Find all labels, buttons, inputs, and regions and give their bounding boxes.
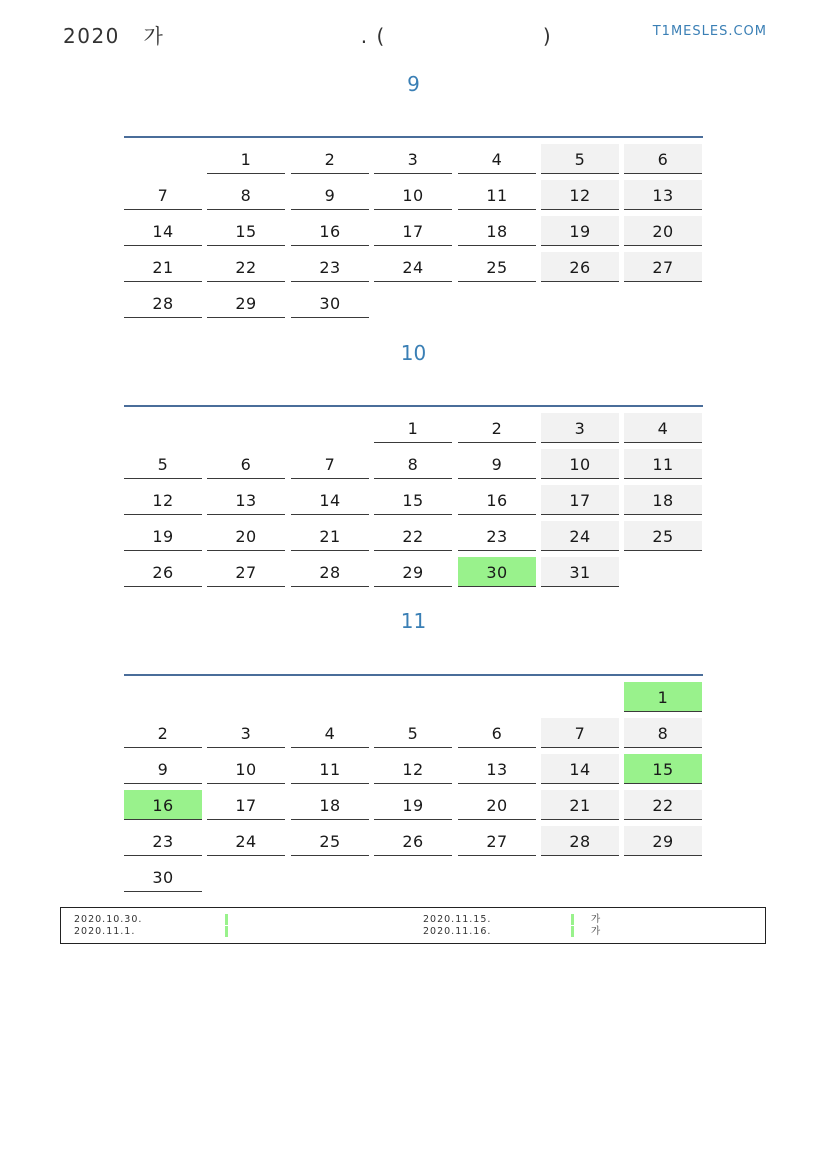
day-cell: 20 [458, 790, 536, 820]
day-cell: 9 [458, 449, 536, 479]
month-title-november: 11 [400, 609, 427, 633]
legend-date: 2020.11.16. [423, 926, 492, 937]
day-cell: 16 [458, 485, 536, 515]
day-cell: 27 [458, 826, 536, 856]
day-cell: 19 [124, 521, 202, 551]
day-cell: 2 [458, 413, 536, 443]
day-cell: 28 [291, 557, 369, 587]
day-cell: 30 [458, 557, 536, 587]
day-cell: 9 [124, 754, 202, 784]
day-cell: 14 [291, 485, 369, 515]
day-cell: 16 [124, 790, 202, 820]
day-cell: 27 [207, 557, 285, 587]
day-cell: 27 [624, 252, 702, 282]
holiday-color-swatch [225, 914, 228, 925]
day-cell: 24 [374, 252, 452, 282]
day-cell: 12 [541, 180, 619, 210]
day-cell: 29 [374, 557, 452, 587]
day-cell: 10 [207, 754, 285, 784]
day-cell: 19 [541, 216, 619, 246]
day-cell: 1 [207, 144, 285, 174]
day-cell: 8 [207, 180, 285, 210]
legend-name: 가 [591, 914, 602, 925]
day-cell: 23 [458, 521, 536, 551]
day-cell: 15 [374, 485, 452, 515]
day-cell: 1 [624, 682, 702, 712]
page-title: 2020 가 . ( ) [63, 24, 553, 48]
day-cell: 7 [541, 718, 619, 748]
day-cell: 2 [124, 718, 202, 748]
legend-date: 2020.10.30. [74, 914, 143, 925]
day-cell: 23 [291, 252, 369, 282]
holiday-legend [60, 907, 766, 944]
day-cell: 24 [207, 826, 285, 856]
day-cell: 12 [124, 485, 202, 515]
legend-date: 2020.11.1. [74, 926, 136, 937]
day-cell: 7 [291, 449, 369, 479]
day-cell: 13 [624, 180, 702, 210]
calendar-september [124, 136, 703, 326]
day-cell: 19 [374, 790, 452, 820]
day-cell: 26 [374, 826, 452, 856]
day-cell: 1 [374, 413, 452, 443]
day-cell: 5 [541, 144, 619, 174]
day-cell: 15 [207, 216, 285, 246]
day-cell: 17 [374, 216, 452, 246]
holiday-color-swatch [225, 926, 228, 937]
day-cell: 18 [291, 790, 369, 820]
day-cell: 25 [624, 521, 702, 551]
day-cell: 5 [124, 449, 202, 479]
holiday-color-swatch [571, 914, 574, 925]
day-cell: 30 [291, 288, 369, 318]
day-cell: 12 [374, 754, 452, 784]
calendar-november [124, 674, 703, 900]
day-cell: 25 [458, 252, 536, 282]
day-cell: 8 [624, 718, 702, 748]
day-cell: 4 [291, 718, 369, 748]
day-cell: 11 [458, 180, 536, 210]
day-cell: 5 [374, 718, 452, 748]
day-cell: 21 [124, 252, 202, 282]
legend-name: 가 [591, 926, 602, 937]
day-cell: 28 [124, 288, 202, 318]
day-cell: 7 [124, 180, 202, 210]
day-cell: 23 [124, 826, 202, 856]
month-title-september: 9 [407, 72, 420, 96]
day-cell: 29 [207, 288, 285, 318]
day-cell: 6 [624, 144, 702, 174]
day-cell: 24 [541, 521, 619, 551]
day-cell: 3 [207, 718, 285, 748]
day-cell: 3 [541, 413, 619, 443]
day-cell: 21 [541, 790, 619, 820]
calendar-october [124, 405, 703, 595]
day-cell: 15 [624, 754, 702, 784]
day-cell: 21 [291, 521, 369, 551]
day-cell: 22 [624, 790, 702, 820]
day-cell: 4 [624, 413, 702, 443]
day-cell: 13 [207, 485, 285, 515]
site-link[interactable]: T1MESLES.COM [652, 24, 767, 39]
day-cell: 20 [624, 216, 702, 246]
day-cell: 2 [291, 144, 369, 174]
day-cell: 16 [291, 216, 369, 246]
day-cell: 10 [541, 449, 619, 479]
day-cell: 6 [207, 449, 285, 479]
day-cell: 11 [624, 449, 702, 479]
day-cell: 3 [374, 144, 452, 174]
day-cell: 9 [291, 180, 369, 210]
day-cell: 6 [458, 718, 536, 748]
day-cell: 28 [541, 826, 619, 856]
day-cell: 20 [207, 521, 285, 551]
day-cell: 26 [124, 557, 202, 587]
day-cell: 18 [624, 485, 702, 515]
month-title-october: 10 [400, 341, 427, 365]
day-cell: 11 [291, 754, 369, 784]
day-cell: 26 [541, 252, 619, 282]
day-cell: 14 [541, 754, 619, 784]
day-cell: 17 [541, 485, 619, 515]
day-cell: 31 [541, 557, 619, 587]
legend-date: 2020.11.15. [423, 914, 492, 925]
day-cell: 29 [624, 826, 702, 856]
day-cell: 10 [374, 180, 452, 210]
day-cell: 30 [124, 862, 202, 892]
day-cell: 22 [374, 521, 452, 551]
day-cell: 18 [458, 216, 536, 246]
day-cell: 14 [124, 216, 202, 246]
day-cell: 4 [458, 144, 536, 174]
holiday-color-swatch [571, 926, 574, 937]
day-cell: 22 [207, 252, 285, 282]
day-cell: 17 [207, 790, 285, 820]
day-cell: 8 [374, 449, 452, 479]
day-cell: 13 [458, 754, 536, 784]
day-cell: 25 [291, 826, 369, 856]
